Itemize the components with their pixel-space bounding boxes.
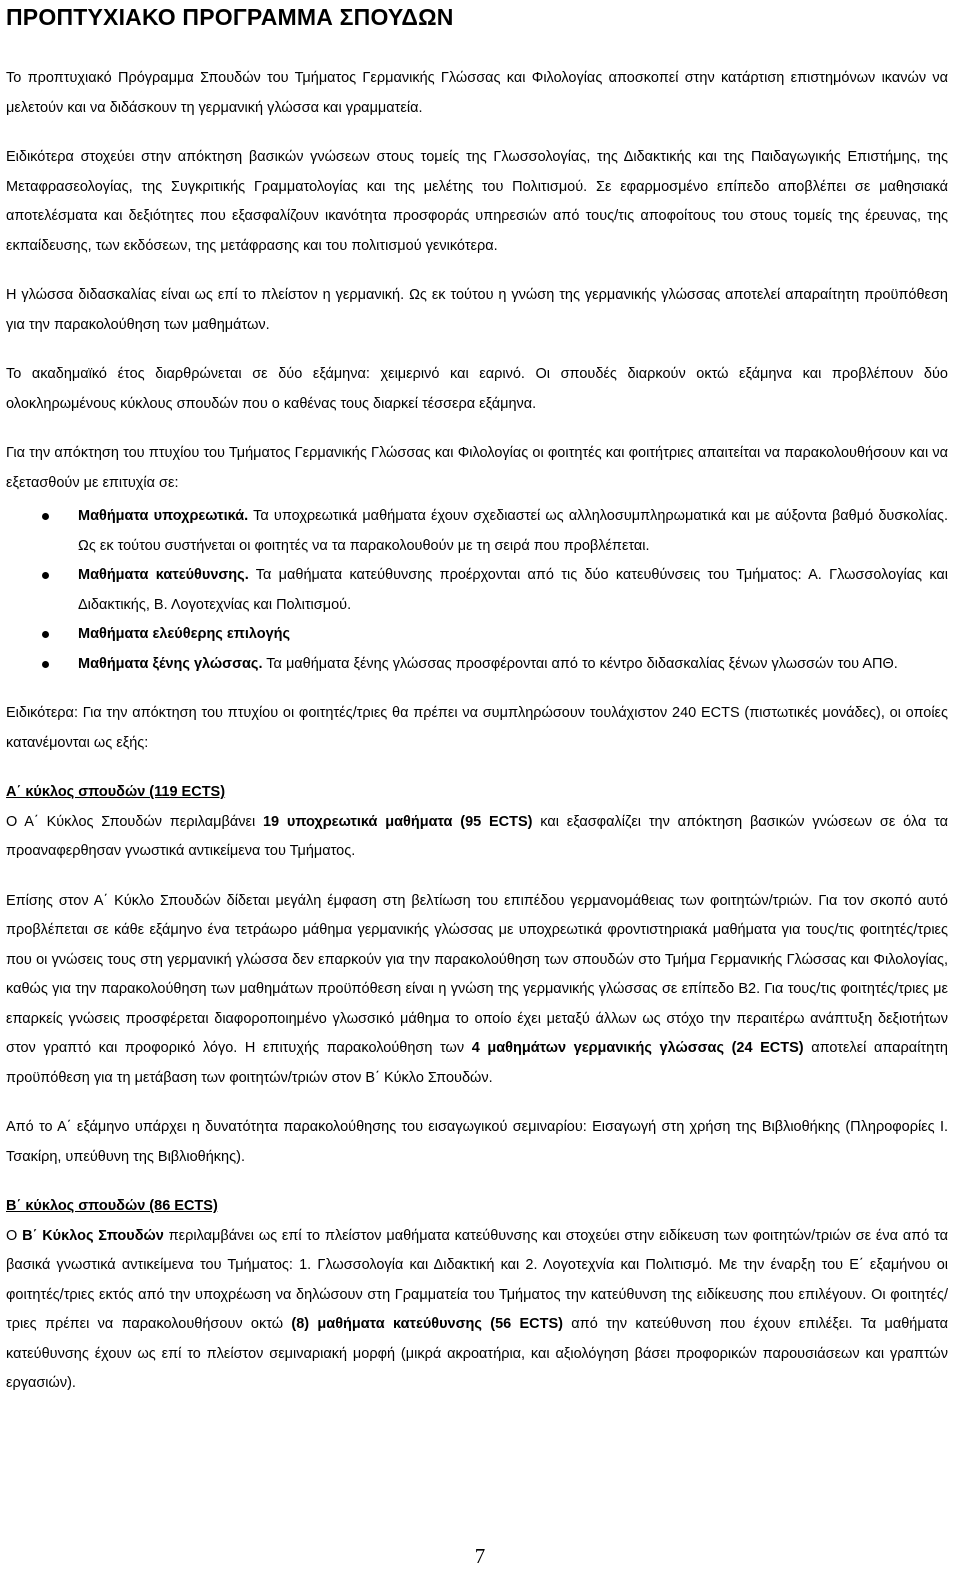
cycle-a-heading: Α΄ κύκλος σπουδών (119 ECTS) bbox=[6, 784, 226, 800]
list-item bbox=[78, 561, 948, 620]
cycle-b-heading: Β΄ κύκλος σπουδών (86 ECTS) bbox=[6, 1198, 218, 1214]
intro-paragraph: Το προπτυχιακό Πρόγραμμα Σπουδών του Τμήματος Γερμανικής Γλώσσας και Φιλολογίας αποσκοπεί στην κατάρτιση επιστημόνων ικανών να μελετούν και να διδάσκουν τη γερμανική γλώσσα και γραμματεία. bbox=[6, 70, 948, 116]
page-title: ΠΡΟΠΤΥΧΙΑΚΟ ΠΡΟΓΡΑΜΜΑ ΣΠΟΥΔΩΝ bbox=[6, 4, 454, 30]
list-item bbox=[78, 650, 948, 680]
course-type-text: Τα υποχρεωτικά μαθήματα έχουν σχεδιαστεί ως αλληλοσυμπληρωματικά και με αύξοντα βαθμό δυσκολίας. Ως εκ τούτου συστήνεται οι φοιτητές να τα παρακολουθούν με τη σειρά που προβλέπεται. bbox=[78, 508, 948, 554]
cycle-a-paragraph-1: Ο Α΄ Κύκλος Σπουδών περιλαμβάνει 19 υποχρεωτικά μαθήματα (95 ECTS) και εξασφαλίζει την απόκτηση βασικών γνώσεων σε όλα τα προαναφερθησαν γνωστικά αντικείμενα του Τμήματος. bbox=[6, 813, 948, 859]
course-type-text: Τα μαθήματα κατεύθυνσης προέρχονται από τις δύο κατευθύνσεις του Τμήματος: Α. Γλωσσολογίας και Διδακτικής, Β. Λογοτεχνίας και Πολιτισμού. bbox=[78, 567, 948, 613]
course-type-label: Μαθήματα ξένης γλώσσας. bbox=[78, 655, 263, 672]
course-types-list bbox=[6, 502, 948, 679]
list-item bbox=[78, 502, 948, 561]
cycle-a-paragraph-3: Από το Α΄ εξάμηνο υπάρχει η δυνατότητα παρακολούθησης του εισαγωγικού σεμιναρίου: Εισαγωγή στη χρήση της Βιβλιοθήκης (Πληροφορίες Ι. Τσακίρη, υπεύθυνη της Βιβλιοθήκης). bbox=[6, 1119, 948, 1165]
course-type-text: Τα μαθήματα ξένης γλώσσας προσφέρονται από το κέντρο διδασκαλίας ξένων γλωσσών του ΑΠΘ. bbox=[262, 655, 898, 672]
course-type-label: Μαθήματα κατεύθυνσης. bbox=[78, 567, 249, 583]
course-type-label: Μαθήματα ελεύθερης επιλογής bbox=[78, 626, 291, 642]
page-number: 7 bbox=[474, 1544, 486, 1568]
ects-total-paragraph: Ειδικότερα: Για την απόκτηση του πτυχίου οι φοιτητές/τριες θα πρέπει να συμπληρώσουν τουλάχιστον 240 ECTS (πιστωτικές μονάδες), οι οποίες κατανέμονται ως εξής: bbox=[6, 705, 948, 751]
list-item bbox=[78, 620, 948, 650]
degree-intro-paragraph: Για την απόκτηση του πτυχίου του Τμήματος Γερμανικής Γλώσσας και Φιλολογίας οι φοιτητές και φοιτήτριες απαιτείται να παρακολουθήσουν και να εξετασθούν με επιτυχία σε: bbox=[6, 445, 948, 491]
cycle-b-paragraph: Ο Β΄ Κύκλος Σπουδών περιλαμβάνει ως επί το πλείστον μαθήματα κατεύθυνσης και στοχεύει στην ειδίκευση των φοιτητών/τριών σε ένα από τα βασικά γνωστικά αντικείμενα του Τμήματος: 1. Γλωσσολογία και Διδακτική και 2. Λογοτεχνία και Πολιτισμό. Με την έναρξη του Ε΄ εξαμήνου οι φοιτητές/τριες εκτός από την υποχρέωση να δηλώσουν στη Γραμματεία του Τμήματος την κατεύθυνση της ειδίκευσης που επιλέγουν. Οι φοιτητές/τριες πρέπει να παρακολουθήσουν οκτώ (8) μαθήματα κατεύθυνσης (56 ECTS) από την κατεύθυνση που έχουν επιλέξει. Τα μαθήματα κατεύθυνσης έχουν ως επί το πλείστον σεμιναριακή μορφή (μικρά ακροατήρια, και αξιολόγηση βάσει προφορικών παρουσιάσεων και γραπτών εργασιών). bbox=[6, 1227, 948, 1391]
language-paragraph: Η γλώσσα διδασκαλίας είναι ως επί το πλείστον η γερμανική. Ως εκ τούτου η γνώση της γερμανικής γλώσσας αποτελεί απαραίτητη προϋπόθεση για την παρακολούθηση των μαθημάτων. bbox=[6, 287, 948, 333]
cycle-a-paragraph-2: Επίσης στον Α΄ Κύκλο Σπουδών δίδεται μεγάλη έμφαση στη βελτίωση του επιπέδου γερμανομάθειας των φοιτητών/τριών. Για τον σκοπό αυτό προβλέπεται σε κάθε εξάμηνο ένα τετράωρο μάθημα γερμανικής γλώσσας με υποχρεωτικά φροντιστηριακά μαθήματα για τους/τις φοιτητές/τριες που οι γνώσεις τους στη γερμανική γλώσσα δεν επαρκούν για την παρακολούθηση των σπουδών στο Τμήμα Γερμανικής Γλώσσας και Φιλολογίας, καθώς για την παρακολούθηση των μαθημάτων προϋπόθεση είναι η γνώση της γερμανικής γλώσσας σε επίπεδο Β2. Για τους/τις φοιτητές/τριες με επαρκείς γνώσεις προσφέρεται διαφοροποιημένο γλωσσικό μάθημα το οποίο έχει μεταξύ άλλων ως στόχο την περαιτέρω ανάπτυξη δεξιοτήτων στον γραπτό και προφορικό λόγο. Η επιτυχής παρακολούθηση των 4 μαθημάτων γερμανικής γλώσσας (24 ECTS) αποτελεί απαραίτητη προϋπόθεση για τη μετάβαση των φοιτητών/τριών στον Β΄ Κύκλο Σπουδών. bbox=[6, 892, 948, 1086]
course-type-label: Μαθήματα υποχρεωτικά. bbox=[78, 508, 249, 524]
aims-paragraph: Ειδικότερα στοχεύει στην απόκτηση βασικών γνώσεων στους τομείς της Γλωσσολογίας, της Διδακτικής και της Παιδαγωγικής Επιστήμης, της Μεταφρασεολογίας, της Συγκριτικής Γραμματολογίας και της μελέτης του Πολιτισμού. Σε εφαρμοσμένο επίπεδο αποβλέπει σε μαθησιακά αποτελέσματα και δεξιότητες που εξασφαλίζουν ικανότητα προσφοράς υπηρεσιών από τους/τις αποφοίτους του στους τομείς της έρευνας, της εκπαίδευσης, των εκδόσεων, της μετάφρασης και του πολιτισμού γενικότερα. bbox=[6, 149, 948, 254]
semesters-paragraph: Το ακαδημαϊκό έτος διαρθρώνεται σε δύο εξάμηνα: χειμερινό και εαρινό. Οι σπουδές διαρκούν οκτώ εξάμηνα και προβλέπουν δύο ολοκληρωμένους κύκλους σπουδών που ο καθένας τους διαρκεί τέσσερα εξάμηνα. bbox=[6, 366, 948, 412]
document-page bbox=[6, 0, 948, 1399]
